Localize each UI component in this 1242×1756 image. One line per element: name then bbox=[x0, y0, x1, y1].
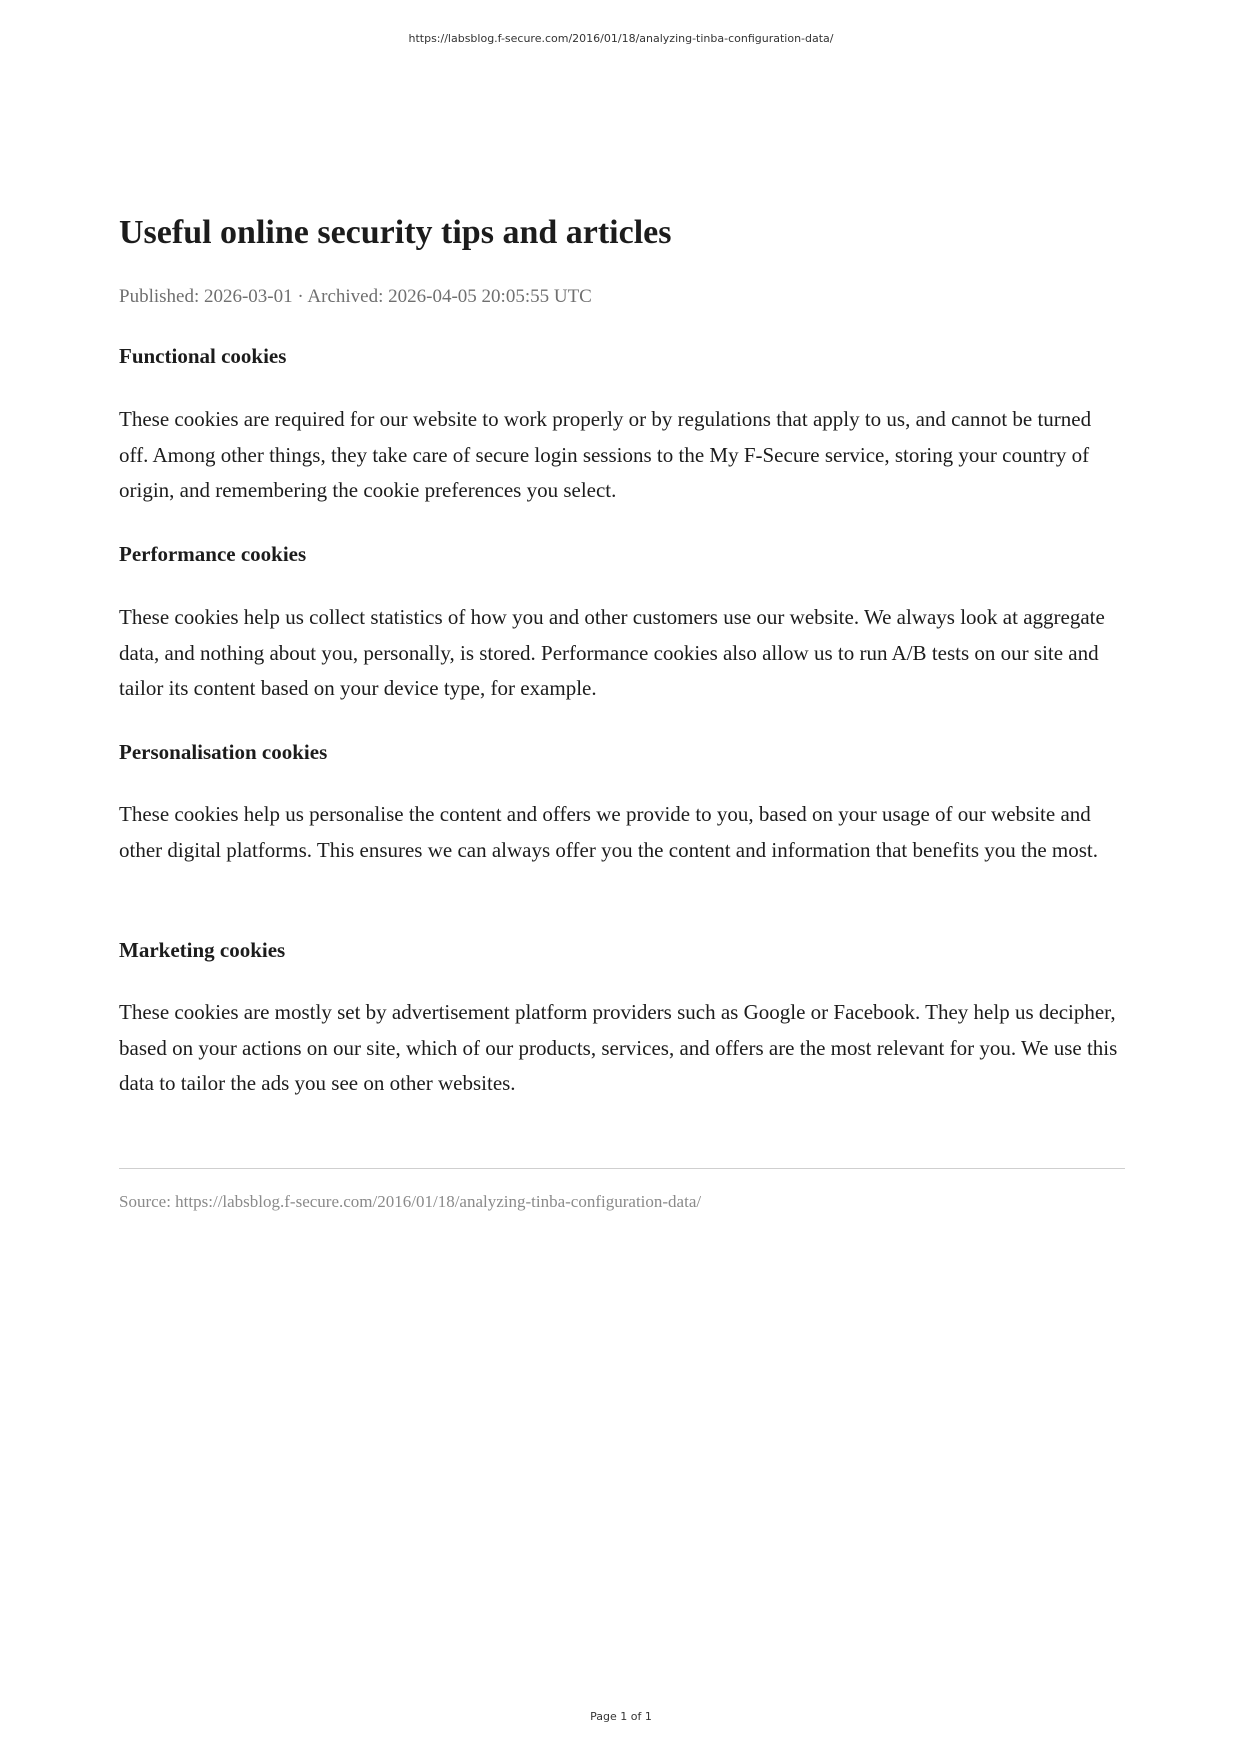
section-body-personalisation: These cookies help us personalise the content and offers we provide to you, based on your usage of our website and other digital platforms. This ensures we can always offer you the content and information that benefits you the most. bbox=[119, 802, 1098, 862]
source-link[interactable]: Source: https://labsblog.f-secure.com/2016/01/18/analyzing-tinba-configuration-data/ bbox=[119, 1192, 702, 1211]
page-number: Page 1 of 1 bbox=[590, 1710, 652, 1723]
section-body-performance: These cookies help us collect statistics of how you and other customers use our website. We always look at aggregate data, and nothing about you, personally, is stored. Performance cookies also allow us to run A/B tests on our site and tailor its content based on your device type, for example. bbox=[119, 605, 1105, 700]
section-heading-personalisation: Personalisation cookies bbox=[119, 740, 328, 764]
section-heading-functional: Functional cookies bbox=[119, 344, 287, 368]
divider bbox=[119, 1168, 1125, 1169]
page-header-url: https://labsblog.f-secure.com/2016/01/18/analyzing-tinba-configuration-data/ bbox=[408, 32, 834, 45]
section-body-marketing: These cookies are mostly set by advertisement platform providers such as Google or Facebook. They help us decipher, based on your actions on our site, which of our products, services, and offers are the most relevant for you. We use this data to tailor the ads you see on other websites. bbox=[119, 1000, 1118, 1095]
article-title: Useful online security tips and articles bbox=[119, 214, 672, 251]
section-body-functional: These cookies are required for our website to work properly or by regulations that apply to us, and cannot be turned off. Among other things, they take care of secure login sessions to the My F-Secure service, storing your country of origin, and remembering the cookie preferences you select. bbox=[119, 407, 1092, 502]
section-heading-performance: Performance cookies bbox=[119, 542, 307, 566]
article-meta: Published: 2026-03-01 · Archived: 2026-04-05 20:05:55 UTC bbox=[119, 286, 592, 307]
section-heading-marketing: Marketing cookies bbox=[119, 938, 286, 962]
